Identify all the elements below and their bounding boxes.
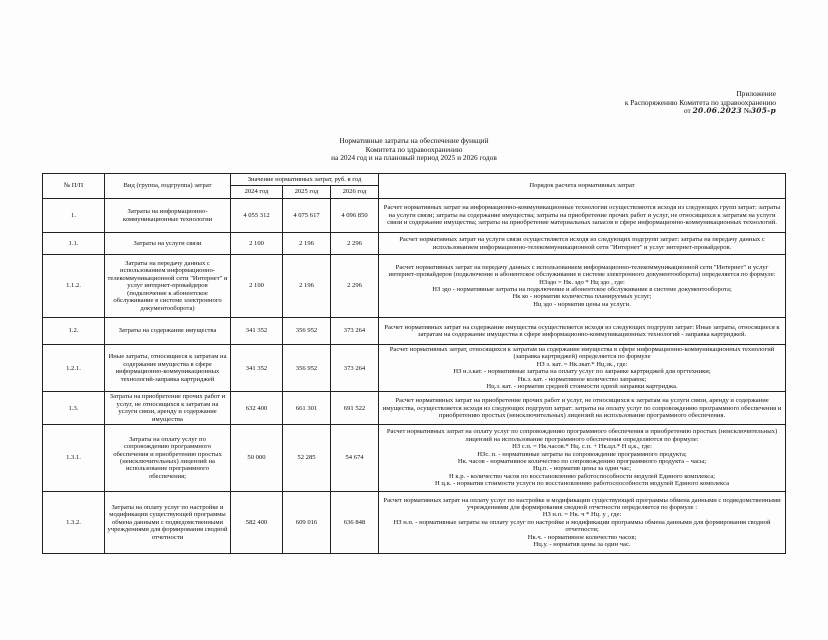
row-procedure: [379, 345, 786, 392]
procedure-line: НЗ з. кат. = Нк.зкат.* Нц.зк., где:: [536, 360, 628, 368]
procedure-line: Нк ко - норматив количества планируемых услуг;: [512, 293, 652, 301]
row-value-2026: 373 264: [331, 318, 379, 345]
procedure-line: НЗс. п. - нормативные затраты на сопровождение программного продукта;: [477, 450, 687, 458]
row-value-2025: 2 196: [283, 255, 331, 318]
row-number: 1.2.1.: [43, 345, 105, 392]
row-value-2025: 356 952: [283, 345, 331, 392]
row-value-2025: 2 196: [283, 233, 331, 255]
procedure-line: НЗ н.п. - нормативные затраты на оплату услуг по настройке и модификации программы обмена данными для формирования сводной отчетности;: [393, 518, 771, 534]
row-number: 1.3.2.: [43, 492, 105, 554]
procedure-line: НЗ н.п. = Нк. ч * Нц. у , где:: [542, 511, 622, 519]
procedure-line: НЗ н.з.кат. - нормативные затраты на оплату услуг по заправке картриджей для оргтехники;: [453, 368, 711, 376]
header-type: Вид (группа, подгруппа) затрат: [105, 174, 231, 199]
row-value-2026: 2 296: [331, 233, 379, 255]
procedure-line: Расчет нормативных затрат на передачу данных с использованием информационно-телекоммуникационной сети "Интернет" и услуг интернет-провайдеров (подключение и абонентское обслуживание в системе электронного документооборота) определяется по формуле:: [388, 263, 776, 279]
table-row: [43, 425, 786, 492]
row-number: 1.3.1.: [43, 425, 105, 492]
row-value-2026: 2 296: [331, 255, 379, 318]
row-cost-type: Затраты на оплату услуг по сопровождению программного обеспечения и приобретению простых (неисключительных) лицензий на использование программного обеспечения;: [105, 425, 231, 492]
row-value-2025: 52 285: [283, 425, 331, 492]
procedure-line: Расчет нормативных затрат на приобретение прочих работ и услуг, не относящихся к затратам на услуги связи, аренду и содержание имущества, осуществляется исходя из следующих подгрупп затрат: затраты на оплату услуг по сопровождению программного обеспечения и приобретению простых (неисключительных) лицензий на использование программного обеспечения.: [382, 397, 782, 419]
row-procedure: [379, 425, 786, 492]
procedure-line: Н ц.к. - норматив стоимости услуги по восстановлению работоспособности модулей Единого комплекса: [435, 480, 730, 488]
header-2024: 2024 год: [231, 186, 283, 199]
row-value-2026: 54 674: [331, 425, 379, 492]
procedure-line: НЗэдо = Нк. эдо * Нц эдо , где:: [539, 278, 625, 286]
header-row-1: [43, 174, 786, 186]
table-row: [43, 492, 786, 554]
row-procedure: [379, 199, 786, 233]
appendix-date-line: [625, 107, 776, 116]
appendix-label: Приложение: [736, 89, 776, 98]
procedure-line: Расчет нормативных затрат на оплату услуг по настройке и модификации существующей программы обмена данными с подведомственными учреждениями для формирования сводной отчетности определяется по формуле :: [383, 496, 781, 512]
procedure-line: Нц эдо - норматив цены на услуги.: [533, 300, 631, 308]
procedure-line: Расчет нормативных затрат на информационно-коммуникационные технологии осуществляются исходя из следующих групп затрат: затраты на услуги связи; затраты на содержание имущества; затраты на приобретение прочих работ и услуг, не относящихся к затратам на услуги связи и содержание имущества; затраты на приобретение материальных запасов в сфере информационно-коммуникационных технологий.: [383, 204, 781, 227]
procedure-line: Расчет нормативных затрат, относящихся к затратам на содержание имущества в сфере информационно-коммуникационных технологий (заправка картриджей) определяется по формуле: [389, 346, 775, 361]
appendix-number-label: №: [743, 106, 751, 116]
table-row: [43, 392, 786, 425]
row-value-2025: 661 301: [283, 392, 331, 425]
row-number: 1.1.2.: [43, 255, 105, 318]
row-procedure: [379, 233, 786, 255]
document-title: [0, 137, 828, 163]
row-value-2024: 4 055 312: [231, 199, 283, 233]
row-value-2024: 341 352: [231, 318, 283, 345]
row-cost-type: Затраты на приобретение прочих работ и услуг, не относящихся к затратам на услуги связи, аренду и содержание имущества: [105, 392, 231, 425]
row-value-2025: 4 075 617: [283, 199, 331, 233]
procedure-line: Нк.з. кат. - нормативное количество заправок;: [517, 375, 647, 383]
header-2025: 2025 год: [283, 186, 331, 199]
procedure-line: Расчет нормативных затрат на содержание имущества осуществляется исходя из следующих подгрупп затрат: Иные затраты, относящиеся к затратам на содержание имущества в сфере информационно-коммуникационных технологий - заправка картриджей.: [384, 323, 780, 338]
appendix-number: 305-р: [750, 106, 776, 116]
row-cost-type: Затраты на оплату услуг по настройке и модификации существующей программы обмена данными с подведомственными учреждениями для формирования сводной отчетности: [105, 492, 231, 554]
header-no: № П/П: [43, 174, 105, 199]
row-cost-type: Затраты на содержание имущества: [105, 318, 231, 345]
procedure-line: Нц.з. кат. - норматив средней стоимости одной заправки картриджа.: [486, 383, 678, 391]
row-value-2024: 2 100: [231, 255, 283, 318]
procedure-line: НЗ с.п. = Нк.часов.* Нц. с.п. + Нк.цл.* Н ц.к., где:: [512, 443, 652, 451]
procedure-line: НЗ эдо - нормативные затраты на подключение и абонентское обслуживание в системе документооборота;: [432, 286, 732, 293]
title-line-2: Комитета по здравоохранению: [365, 144, 463, 154]
appendix-date: 20.06.2023: [692, 106, 742, 116]
appendix-date-prefix: от: [683, 106, 691, 116]
table-row: [43, 199, 786, 233]
procedure-line: Нк.ч. - нормативное количество часов;: [527, 533, 637, 541]
title-line-3: на 2024 год и на плановый период 2025 и 2026 годов: [331, 153, 497, 163]
appendix-reference: к Распоряжению Комитета по здравоохранению: [624, 97, 776, 107]
row-value-2025: 356 952: [283, 318, 331, 345]
row-number: 1.1.: [43, 233, 105, 255]
row-cost-type: Иные затраты, относящиеся к затратам на содержание имущества в сфере информационно-коммуникационных технологий-заправка картриджей: [105, 345, 231, 392]
row-procedure: [379, 392, 786, 425]
row-number: 1.3.: [43, 392, 105, 425]
row-value-2026: 373 264: [331, 345, 379, 392]
row-cost-type: Затраты на информационно-коммуникационные технологии: [105, 199, 231, 233]
row-value-2024: 2 100: [231, 233, 283, 255]
table-row: [43, 318, 786, 345]
cost-table: [42, 173, 786, 554]
table-row: [43, 233, 786, 255]
row-value-2024: 632 400: [231, 392, 283, 425]
procedure-line: Нц.п. - норматив цены за один час;: [532, 465, 632, 473]
header-2026: 2026 год: [331, 186, 379, 199]
appendix-block: [625, 90, 776, 116]
header-values-group: Значение нормативных затрат, руб. в год: [231, 174, 379, 186]
row-cost-type: Затраты на передачу данных с использованием информационно-телекоммуникационной сети "Интернет" и услуг интернет-провайдеров (подключение к абонентское обслуживание в системе электронного документооборота): [105, 255, 231, 318]
procedure-line: Нк. часов - нормативное количество по сопровождению программного продукта – часы;: [457, 458, 707, 466]
row-value-2026: 691 522: [331, 392, 379, 425]
title-line-1: Нормативные затраты на обеспечение функций: [339, 136, 489, 145]
row-number: 1.: [43, 199, 105, 233]
row-value-2025: 609 016: [283, 492, 331, 554]
row-value-2026: 4 096 850: [331, 199, 379, 233]
row-value-2024: 341 352: [231, 345, 283, 392]
row-cost-type: Затраты на услуги связи: [105, 233, 231, 255]
row-value-2026: 636 848: [331, 492, 379, 554]
row-number: 1.2.: [43, 318, 105, 345]
header-procedure: Порядок расчета нормативных затрат: [379, 174, 786, 199]
table-row: [43, 345, 786, 392]
row-value-2024: 50 000: [231, 425, 283, 492]
row-procedure: [379, 255, 786, 318]
row-procedure: [379, 318, 786, 345]
row-value-2024: 582 400: [231, 492, 283, 554]
table-row: [43, 255, 786, 318]
procedure-line: Нц.у. - норматив цены за один час.: [533, 541, 631, 549]
table-body: [43, 199, 786, 554]
procedure-line: Н к.р. - количество часов по восстановлению работоспособности модулей Единого комплекса;: [448, 472, 716, 480]
procedure-line: Расчет нормативных затрат на услуги связи осуществляется исходя из следующих подгрупп затрат: затраты на передачу данных с использованием информационно-телекоммуникационной сети "Интернет" и услуг интернет-провайдеров.: [399, 236, 765, 251]
row-procedure: [379, 492, 786, 554]
procedure-line: Расчет нормативных затрат на оплату услуг по сопровождению программного обеспечения и приобретению простых (неисключительных) лицензий на использование программного обеспечения определяются по формуле:: [386, 428, 778, 443]
